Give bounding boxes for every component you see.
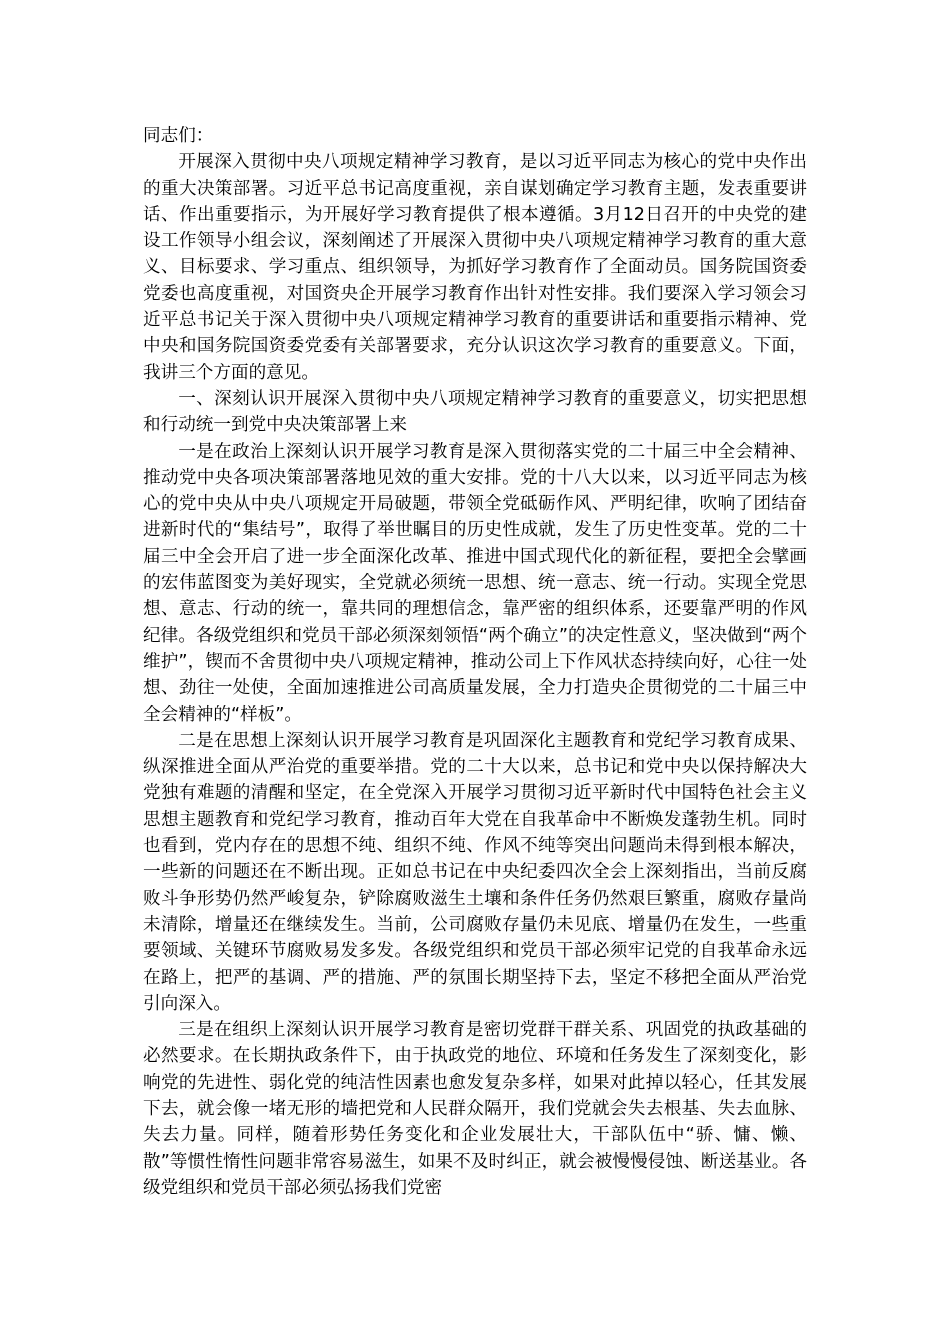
section-heading-1: 一、深刻认识开展深入贯彻中央八项规定精神学习教育的重要意义，切实把思想和行动统一到党中央决策部署上来 [143,388,807,436]
paragraph-intro: 开展深入贯彻中央八项规定精神学习教育，是以习近平同志为核心的党中央作出的重大决策部署。习近平总书记高度重视，亲自谋划确定学习教育主题，发表重要讲话、作出重要指示，为开展好学习教育提供了根本遵循。3月12日召开的中央党的建设工作领导小组会议，深刻阐述了开展深入贯彻中央八项规定精神学习教育的重大意义、目标要求、学习重点、组织领导，为抓好学习教育作了全面动员。国务院国资委党委也高度重视，对国资央企开展学习教育作出针对性安排。我们要深入学习领会习近平总书记关于深入贯彻中央八项规定精神学习教育的重要讲话和重要指示精神、党中央和国务院国资委党委有关部署要求，充分认识这次学习教育的重要意义。下面，我讲三个方面的意见。 [143,152,807,383]
salutation: 同志们： [143,126,214,146]
paragraph-point-3: 三是在组织上深刻认识开展学习教育是密切党群干群关系、巩固党的执政基础的必然要求。在长期执政条件下，由于执政党的地位、环境和任务发生了深刻变化，影响党的先进性、弱化党的纯洁性因素也愈发复杂多样，如果对此掉以轻心，任其发展下去，就会像一堵无形的墙把党和人民群众隔开，我们党就会失去根基、失去血脉、失去力量。同样，随着形势任务变化和企业发展壮大，干部队伍中“骄、慵、懒、散”等惯性惰性问题非常容易滋生，如果不及时纠正，就会被慢慢侵蚀、断送基业。各级党组织和党员干部必须弘扬我们党密 [143,1020,807,1198]
paragraph-point-2: 二是在思想上深刻认识开展学习教育是巩固深化主题教育和党纪学习教育成果、纵深推进全面从严治党的重要举措。党的二十大以来，总书记和党中央以保持解决大党独有难题的清醒和坚定，在全党深入开展学习贯彻习近平新时代中国特色社会主义思想主题教育和党纪学习教育，推动百年大党在自我革命中不断焕发蓬勃生机。同时也看到，党内存在的思想不纯、组织不纯、作风不纯等突出问题尚未得到根本解决，一些新的问题还在不断出现。正如总书记在中央纪委四次全会上深刻指出，当前反腐败斗争形势仍然严峻复杂，铲除腐败滋生土壤和条件任务仍然艰巨繁重，腐败存量尚未清除，增量还在继续发生。当前，公司腐败存量仍未见底、增量仍在发生，一些重要领域、关键环节腐败易发多发。各级党组织和党员干部必须牢记党的自我革命永远在路上，把严的基调、严的措施、严的氛围长期坚持下去，坚定不移把全面从严治党引向深入。 [143,730,807,1014]
paragraph-point-1: 一是在政治上深刻认识开展学习教育是深入贯彻落实党的二十届三中全会精神、推动党中央各项决策部署落地见效的重大安排。党的十八大以来，以习近平同志为核心的党中央从中央八项规定开局破题，带领全党砥砺作风、严明纪律，吹响了团结奋进新时代的“集结号”，取得了举世瞩目的历史性成就，发生了历史性变革。党的二十届三中全会开启了进一步全面深化改革、推进中国式现代化的新征程，要把全会擘画的宏伟蓝图变为美好现实，全党就必须统一思想、统一意志、统一行动。实现全党思想、意志、行动的统一，靠共同的理想信念，靠严密的组织体系，还要靠严明的作风纪律。各级党组织和党员干部必须深刻领悟“两个确立”的决定性意义，坚决做到“两个维护”，锲而不舍贯彻中央八项规定精神，推动公司上下作风状态持续向好，心往一处想、劲往一处使，全面加速推进公司高质量发展，全力打造央企贯彻党的二十届三中全会精神的“样板”。 [143,441,807,725]
document-body [143,123,807,1201]
